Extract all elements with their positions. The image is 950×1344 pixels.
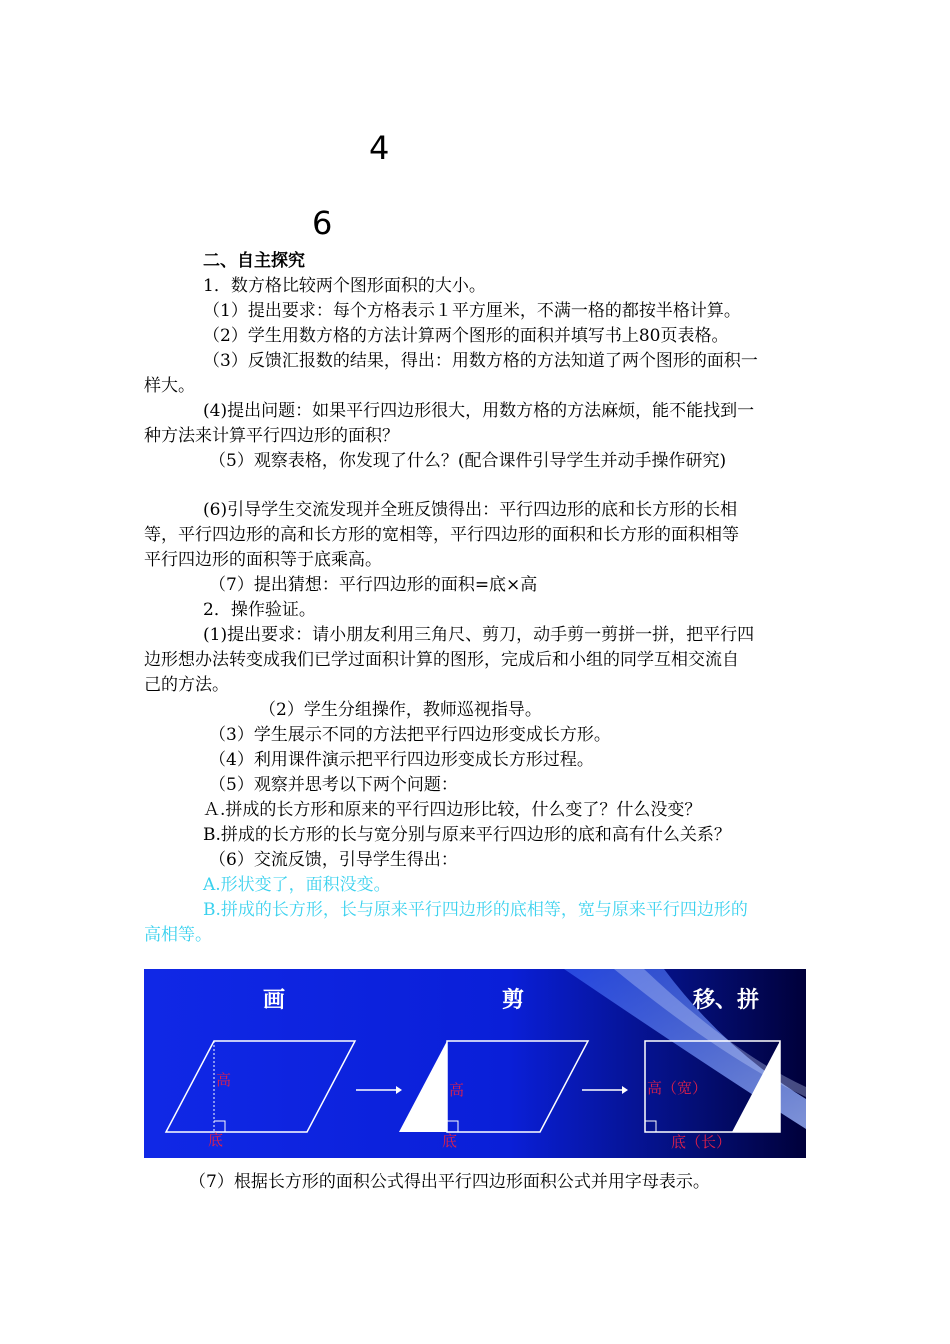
- step-label-draw: 画: [262, 988, 286, 1013]
- figure-svg: [144, 969, 806, 1158]
- header-number-top: 4: [369, 129, 390, 167]
- text-line: 己的方法。: [144, 675, 229, 695]
- cut-and-move-figure: [144, 969, 806, 1158]
- step-label-cut: 剪: [501, 988, 525, 1013]
- text-line: （4）利用课件演示把平行四边形变成长方形过程。: [209, 750, 594, 770]
- text-line: 1．数方格比较两个图形面积的大小。: [203, 276, 486, 296]
- text-line: 种方法来计算平行四边形的面积？: [144, 426, 399, 446]
- text-line: B.拼成的长方形的长与宽分别与原来平行四边形的底和高有什么关系？: [203, 825, 731, 845]
- text-line: 平行四边形的面积等于底乘高。: [144, 550, 382, 570]
- text-line: 边形想办法转变成我们已学过面积计算的图形，完成后和小组的同学互相交流自: [144, 650, 739, 670]
- text-line: （7）提出猜想：平行四边形的面积=底×高: [209, 575, 538, 595]
- section-heading: 二、自主探究: [203, 251, 305, 271]
- text-line: （2）学生用数方格的方法计算两个图形的面积并填写书上80页表格。: [203, 326, 729, 346]
- step-label-move: 移、拼: [692, 988, 760, 1013]
- text-line: 等，平行四边形的高和长方形的宽相等，平行四边形的面积和长方形的面积相等: [144, 525, 739, 545]
- highlighted-line: B.拼成的长方形，长与原来平行四边形的底相等，宽与原来平行四边形的: [203, 900, 748, 920]
- highlighted-line: A.形状变了，面积没变。: [203, 875, 391, 895]
- text-line: (1)提出要求：请小朋友利用三角尺、剪刀，动手剪一剪拼一拼，把平行四: [203, 625, 755, 645]
- text-line: （3）学生展示不同的方法把平行四边形变成长方形。: [209, 725, 611, 745]
- text-line: 样大。: [144, 376, 195, 396]
- base-label: 底: [442, 1132, 458, 1150]
- header-number-bottom: 6: [312, 204, 333, 242]
- text-line: （5）观察并思考以下两个问题：: [209, 775, 458, 795]
- base-length-label: 底（长）: [671, 1133, 732, 1151]
- text-line: Ａ.拼成的长方形和原来的平行四边形比较，什么变了？什么没变？: [203, 800, 702, 820]
- height-label: 高: [216, 1071, 232, 1089]
- text-line: （3）反馈汇报数的结果，得出：用数方格的方法知道了两个图形的面积一: [203, 351, 758, 371]
- text-line: 2．操作验证。: [203, 600, 316, 620]
- text-line: （2）学生分组操作，教师巡视指导。: [259, 700, 542, 720]
- height-label: 高: [449, 1081, 465, 1099]
- text-line: （1）提出要求：每个方格表示１平方厘米，不满一格的都按半格计算。: [203, 301, 741, 321]
- highlighted-line: 高相等。: [144, 925, 212, 945]
- height-width-label: 高（宽）: [647, 1079, 708, 1097]
- text-line: （5）观察表格，你发现了什么？(配合课件引导学生并动手操作研究): [209, 451, 727, 471]
- text-line: (6)引导学生交流发现并全班反馈得出：平行四边形的底和长方形的长相: [203, 500, 738, 520]
- text-line: （6）交流反馈，引导学生得出：: [209, 850, 458, 870]
- base-label: 底: [208, 1131, 224, 1149]
- text-line: (4)提出问题：如果平行四边形很大，用数方格的方法麻烦，能不能找到一: [203, 401, 755, 421]
- figure-caption: （7）根据长方形的面积公式得出平行四边形面积公式并用字母表示。: [189, 1172, 710, 1192]
